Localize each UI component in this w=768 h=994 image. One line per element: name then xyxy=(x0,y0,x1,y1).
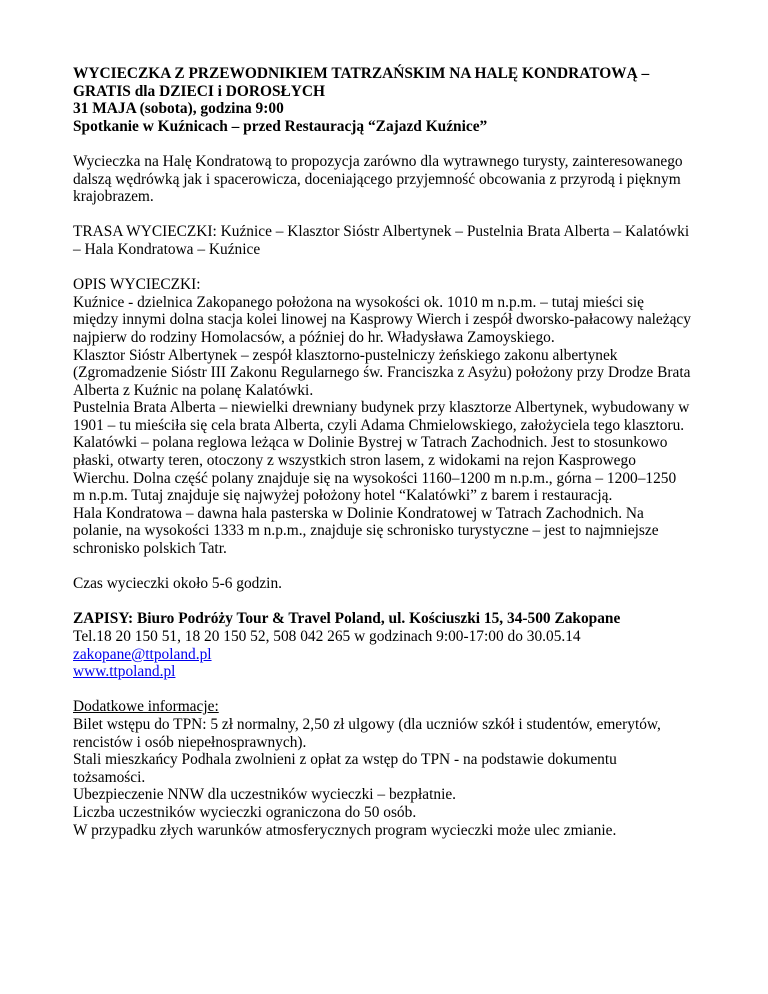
signup-section xyxy=(73,610,728,680)
description-line: schronisko polskich Tatr. xyxy=(73,540,227,558)
description-line: (Zgromadzenie Sióstr III Zakonu Regularnego św. Franciszka z Asyżu) położony przy Drodze Brata xyxy=(73,364,691,382)
description-line: Klasztor Sióstr Albertynek – zespół klasztorno-pustelniczy żeńskiego zakonu albertynek xyxy=(73,346,618,364)
email-link[interactable]: zakopane@ttpoland.pl xyxy=(73,645,212,663)
extra-info-line: W przypadku złych warunków atmosferycznych program wycieczki może ulec zmianie. xyxy=(73,821,617,839)
extra-info-line: Bilet wstępu do TPN: 5 zł normalny, 2,50 zł ulgowy (dla uczniów szkół i studentów, emerytów, xyxy=(73,715,661,733)
title-line-1: WYCIECZKA Z PRZEWODNIKIEM TATRZAŃSKIM NA HALĘ KONDRATOWĄ – xyxy=(73,65,650,82)
description-line: polanie, na wysokości 1333 m n.p.m., znajduje się schronisko turystyczne – jest to najmniejsze xyxy=(73,522,659,540)
description-section xyxy=(73,276,728,558)
title-line-2: GRATIS dla DZIECI i DOROSŁYCH xyxy=(73,82,326,100)
description-line: Hala Kondratowa – dawna hala pasterska w Dolinie Kondratowej w Tatrach Zachodnich. Na xyxy=(73,504,644,522)
date-line: 31 MAJA (sobota), godzina 9:00 xyxy=(73,100,284,118)
duration-text: Czas wycieczki około 5-6 godzin. xyxy=(73,575,282,593)
intro-paragraph xyxy=(73,153,728,206)
website-link[interactable]: www.ttpoland.pl xyxy=(73,663,176,681)
spacer xyxy=(73,135,728,153)
spacer xyxy=(73,558,728,576)
extra-info-line: Stali mieszkańcy Podhala zwolnieni z opłat za wstęp do TPN - na podstawie dokumentu xyxy=(73,751,617,769)
header-block xyxy=(73,65,728,135)
extra-info-section xyxy=(73,698,728,839)
description-heading: OPIS WYCIECZKI: xyxy=(73,276,201,294)
spacer xyxy=(73,259,728,277)
intro-line: Wycieczka na Halę Kondratową to propozycja zarówno dla wytrawnego turysty, zainteresowanego xyxy=(73,152,683,170)
extra-info-line: Liczba uczestników wycieczki ograniczona do 50 osób. xyxy=(73,803,417,821)
description-line: między innymi dolna stacja kolei linowej na Kasprowy Wierch i zespół dworsko-pałacowy należący xyxy=(73,311,691,329)
route-line: TRASA WYCIECZKI: Kuźnice – Klasztor Sióstr Albertynek – Pustelnia Brata Alberta – Kalatówki xyxy=(73,223,690,241)
description-line: 1901 – tu mieściła się cela brata Alberta, czyli Adama Chmielowskiego, założyciela tego klasztoru. xyxy=(73,416,685,434)
extra-info-heading: Dodatkowe informacje: xyxy=(73,698,219,716)
route-line: – Hala Kondratowa – Kuźnice xyxy=(73,240,261,258)
spacer xyxy=(73,681,728,699)
duration-paragraph xyxy=(73,575,728,593)
extra-info-line: Ubezpieczenie NNW dla uczestników wycieczki – bezpłatnie. xyxy=(73,786,457,804)
description-line: Kalatówki – polana reglowa leżąca w Dolinie Bystrej w Tatrach Zachodnich. Jest to stosunkowo xyxy=(73,434,668,452)
description-line: Wierchu. Dolna część polany znajduje się na wysokości 1160–1200 m n.p.m., górna – 1200–1250 xyxy=(73,469,677,487)
signup-phone-line: Tel.18 20 150 51, 18 20 150 52, 508 042 265 w godzinach 9:00-17:00 do 30.05.14 xyxy=(73,628,581,645)
meeting-line: Spotkanie w Kuźnicach – przed Restauracją “Zajazd Kuźnice” xyxy=(73,117,488,135)
description-line: Alberta z Kuźnic na polanę Kalatówki. xyxy=(73,381,314,399)
signup-heading: ZAPISY: Biuro Podróży Tour & Travel Poland, ul. Kościuszki 15, 34-500 Zakopane xyxy=(73,610,621,628)
description-line: m n.p.m. Tutaj znajduje się najwyżej położony hotel “Kalatówki” z barem i restauracją. xyxy=(73,487,613,505)
extra-info-line: rencistów i osób niepełnosprawnych). xyxy=(73,733,307,751)
intro-line: krajobrazem. xyxy=(73,188,154,206)
spacer xyxy=(73,206,728,224)
extra-info-line: tożsamości. xyxy=(73,768,146,786)
description-line: najpierw do rodziny Homolacsów, a później do hr. Władysława Zamoyskiego. xyxy=(73,328,555,346)
route-paragraph xyxy=(73,223,728,258)
spacer xyxy=(73,593,728,611)
description-line: płaski, otwarty teren, otoczony z wszystkich stron lasem, z widokami na rejon Kasprowego xyxy=(73,452,636,470)
description-line: Kuźnice - dzielnica Zakopanego położona na wysokości ok. 1010 m n.p.m. – tutaj mieści się xyxy=(73,293,645,311)
description-line: Pustelnia Brata Alberta – niewielki drewniany budynek przy klasztorze Albertynek, wybudowany w xyxy=(73,399,690,417)
intro-line: dalszą wędrówką jak i spacerowicza, doceniającego przyjemność obcowania z przyrodą i pięknym xyxy=(73,170,681,188)
